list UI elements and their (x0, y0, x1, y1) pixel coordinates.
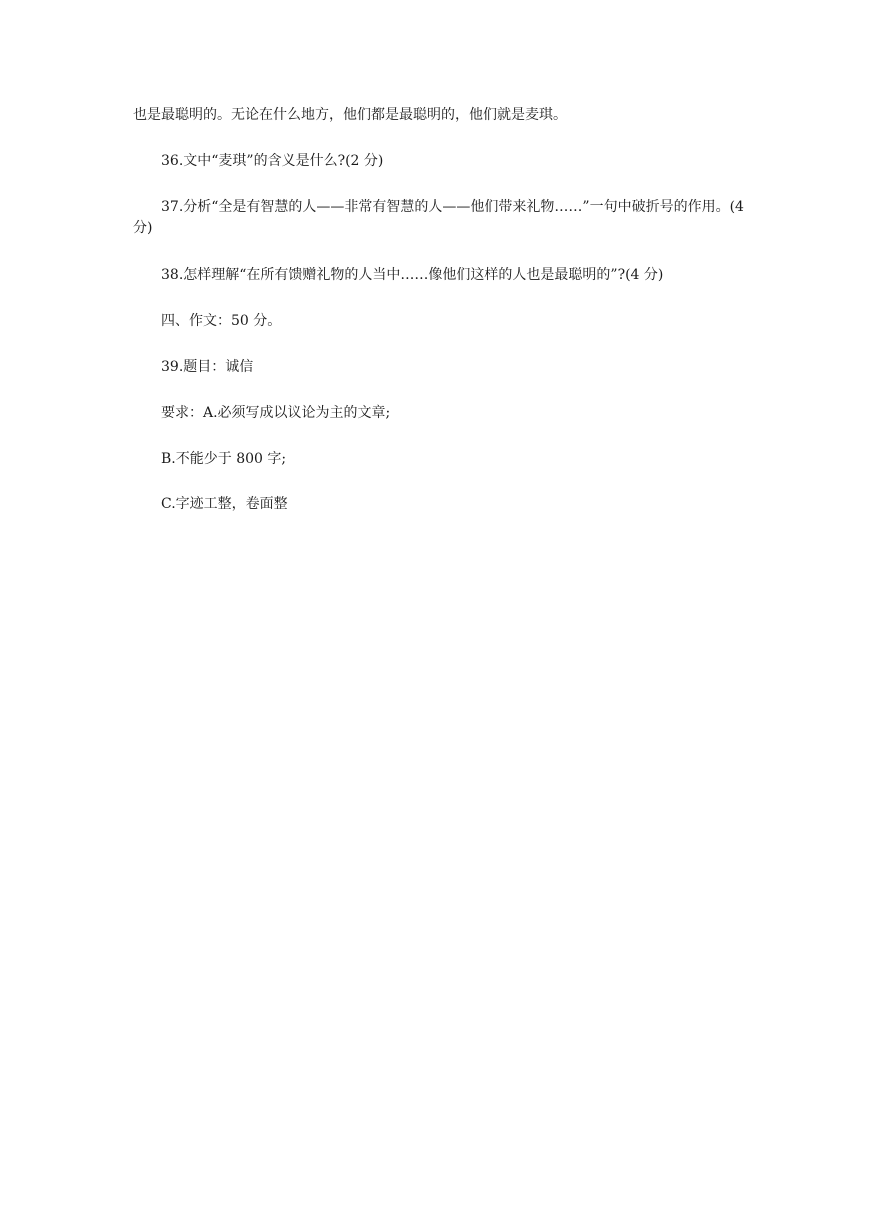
question-37: 37.分析“全是有智慧的人——非常有智慧的人——他们带来礼物……”一句中破折号的作用。(4 分) (133, 199, 744, 236)
section-heading-composition: 四、作文：50 分。 (161, 313, 282, 329)
question-36: 36.文中“麦琪”的含义是什么?(2 分) (161, 153, 384, 169)
requirement-a: 要求：A.必须写成以议论为主的文章; (161, 405, 391, 421)
question-39-title: 39.题目：诚信 (161, 359, 254, 375)
question-38: 38.怎样理解“在所有馈赠礼物的人当中……像他们这样的人也是最聪明的”?(4 分) (161, 267, 664, 283)
paragraph-continuation: 也是最聪明的。无论在什么地方，他们都是最聪明的，他们就是麦琪。 (133, 107, 567, 123)
requirement-c: C.字迹工整，卷面整 (161, 496, 288, 512)
requirement-b: B.不能少于 800 字; (161, 451, 287, 467)
